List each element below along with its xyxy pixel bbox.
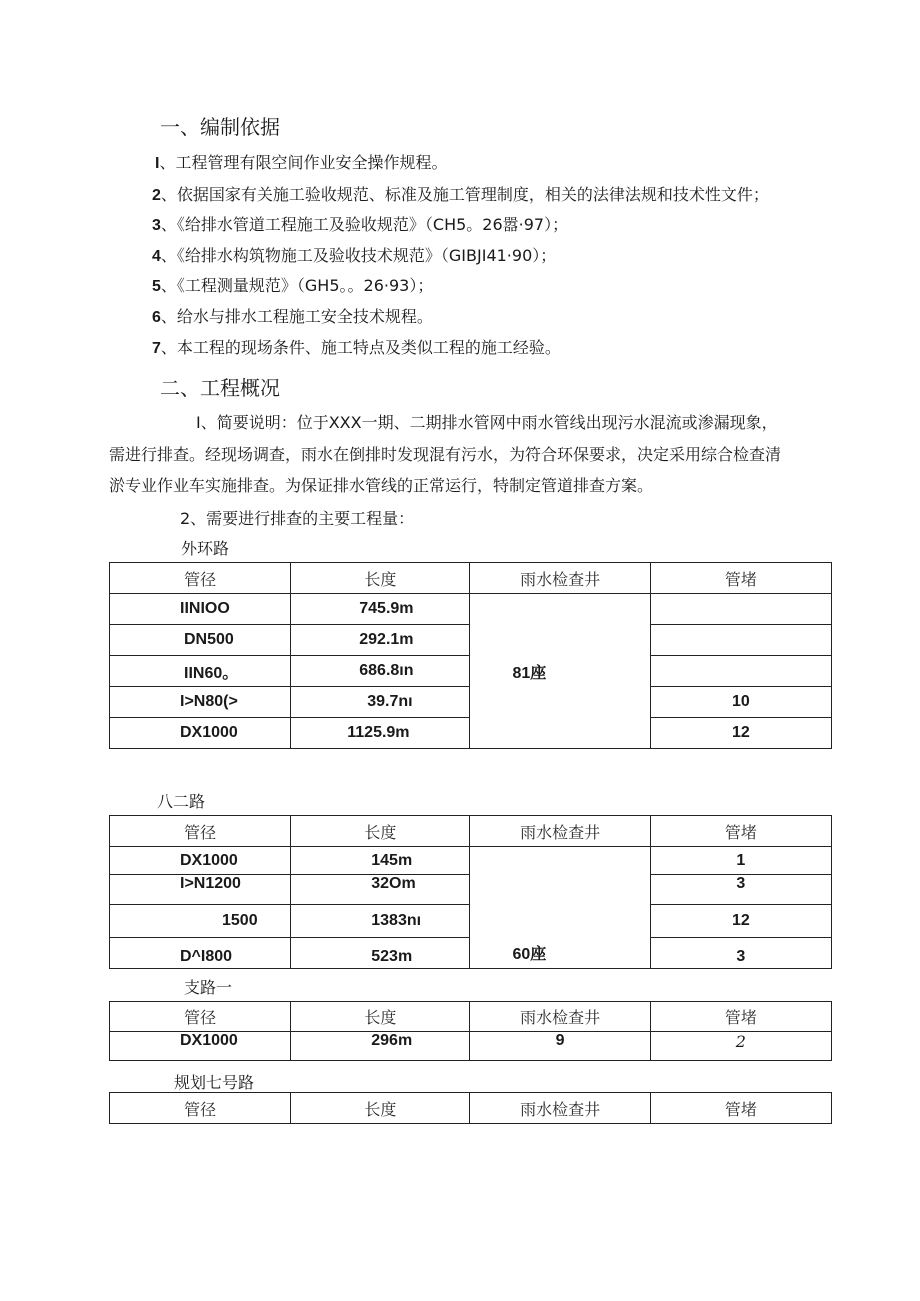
table1-label: 外环路 [181,539,230,558]
header-diameter: 管径 [110,816,291,847]
header-wells: 雨水检查井 [470,563,650,594]
cell-diameter: D^I800 [110,938,291,969]
cell-wells: 9 [470,1032,650,1061]
table2-label: 八二路 [157,792,206,811]
header-length: 长度 [291,816,470,847]
cell-plugs: 3 [650,938,831,969]
header-plugs: 管堵 [650,816,831,847]
header-plugs: 管堵 [650,563,831,594]
table-row [110,594,832,625]
table-road-82 [109,815,832,969]
basis-item-num: 3 [152,217,161,234]
cell-plugs: 3 [650,875,831,905]
cell-diameter: I>N80(> [110,687,291,718]
basis-item-num: 2 [152,187,161,204]
cell-diameter: IIN60。 [110,656,291,687]
cell-diameter: DX1000 [110,1032,291,1061]
cell-wells-merged [470,594,650,749]
cell-length: 523m [291,938,470,969]
header-diameter: 管径 [110,563,291,594]
basis-item-num: 7 [152,340,161,357]
workload-heading: 2、需要进行排查的主要工程量： [180,509,415,528]
cell-diameter: DN500 [110,625,291,656]
table-row [110,847,832,875]
cell-wells-merged [470,847,650,969]
header-diameter: 管径 [110,1093,291,1124]
cell-plugs: 10 [650,687,831,718]
basis-item-2 [152,182,769,205]
table-header-row [110,1002,832,1032]
section-title-2: 二、工程概况 [160,376,280,400]
table-branch-road-1 [109,1001,832,1061]
cell-length: 39.7nı [291,687,470,718]
header-diameter: 管径 [110,1002,291,1032]
header-length: 长度 [291,1002,470,1032]
basis-item-num: 5 [152,278,161,295]
cell-plugs [650,656,831,687]
header-wells: 雨水检查井 [470,816,650,847]
basis-item-text: 、本工程的现场条件、施工特点及类似工程的施工经验。 [160,338,561,357]
cell-length: 686.8ın [291,656,470,687]
table-header-row [110,816,832,847]
basis-item-text: 、《工程测量规范》（GH5。。26·93）； [160,276,434,295]
cell-plugs: 2 [650,1032,831,1061]
overview-line-2: 需进行排查。经现场调查，雨水在倒排时发现混有污水，为符合环保要求，决定采用综合检查清 [109,445,782,464]
cell-length: 32Om [291,875,470,905]
cell-plugs [650,625,831,656]
header-wells: 雨水检查井 [470,1002,650,1032]
cell-diameter: DX1000 [110,718,291,749]
basis-item-num: 4 [152,248,161,265]
cell-length: 292.1m [291,625,470,656]
table-header-row [110,1093,832,1124]
table-row [110,1032,832,1061]
basis-item-7 [152,335,561,358]
overview-line-1: I、简要说明：位于XXX一期、二期排水管网中雨水管线出现污水混流或渗漏现象， [196,413,778,432]
table3-label: 支路一 [184,978,233,997]
cell-length: 745.9m [291,594,470,625]
basis-item-text: 、工程管理有限空间作业安全操作规程。 [159,153,448,172]
basis-item-num: I [155,155,160,172]
cell-diameter: DX1000 [110,847,291,875]
basis-item-text: 、《给排水构筑物施工及验收技术规范》（GIBJI41·90）； [160,246,557,265]
table-planned-road-7 [109,1092,832,1124]
overview-line-3: 淤专业作业车实施排查。为保证排水管线的正常运行，特制定管道排查方案。 [109,476,654,495]
cell-diameter: IINIOO [110,594,291,625]
basis-item-3 [152,212,568,235]
table-header-row [110,563,832,594]
basis-item-6 [152,304,433,327]
basis-item-text: 、《给排水管道工程施工及验收规范》（CH5。26嚣·97）； [160,215,569,234]
basis-item-text: 、给水与排水工程施工安全技术规程。 [160,307,433,326]
cell-length: 1125.9m [291,718,470,749]
cell-plugs [650,594,831,625]
basis-item-1 [155,150,447,173]
basis-item-text: 、依据国家有关施工验收规范、标准及施工管理制度，相关的法律法规和技术性文件； [160,185,769,204]
table-outer-ring-road [109,562,832,749]
cell-diameter: I>N1200 [110,875,291,905]
section-title-1: 一、编制依据 [160,115,280,139]
cell-plugs: 12 [650,718,831,749]
basis-item-4 [152,243,556,266]
basis-item-num: 6 [152,309,161,326]
header-plugs: 管堵 [650,1002,831,1032]
wells-count: 60座 [512,946,547,963]
cell-length: 145m [291,847,470,875]
header-length: 长度 [291,563,470,594]
cell-plugs: 12 [650,905,831,938]
header-length: 长度 [291,1093,470,1124]
cell-diameter: 1500 [110,905,291,938]
wells-count: 81座 [512,664,547,682]
table4-label: 规划七号路 [174,1073,255,1092]
basis-item-5 [152,273,433,296]
header-plugs: 管堵 [650,1093,831,1124]
cell-length: 1383nı [291,905,470,938]
cell-length: 296m [291,1032,470,1061]
cell-plugs: 1 [650,847,831,875]
header-wells: 雨水检查井 [470,1093,650,1124]
